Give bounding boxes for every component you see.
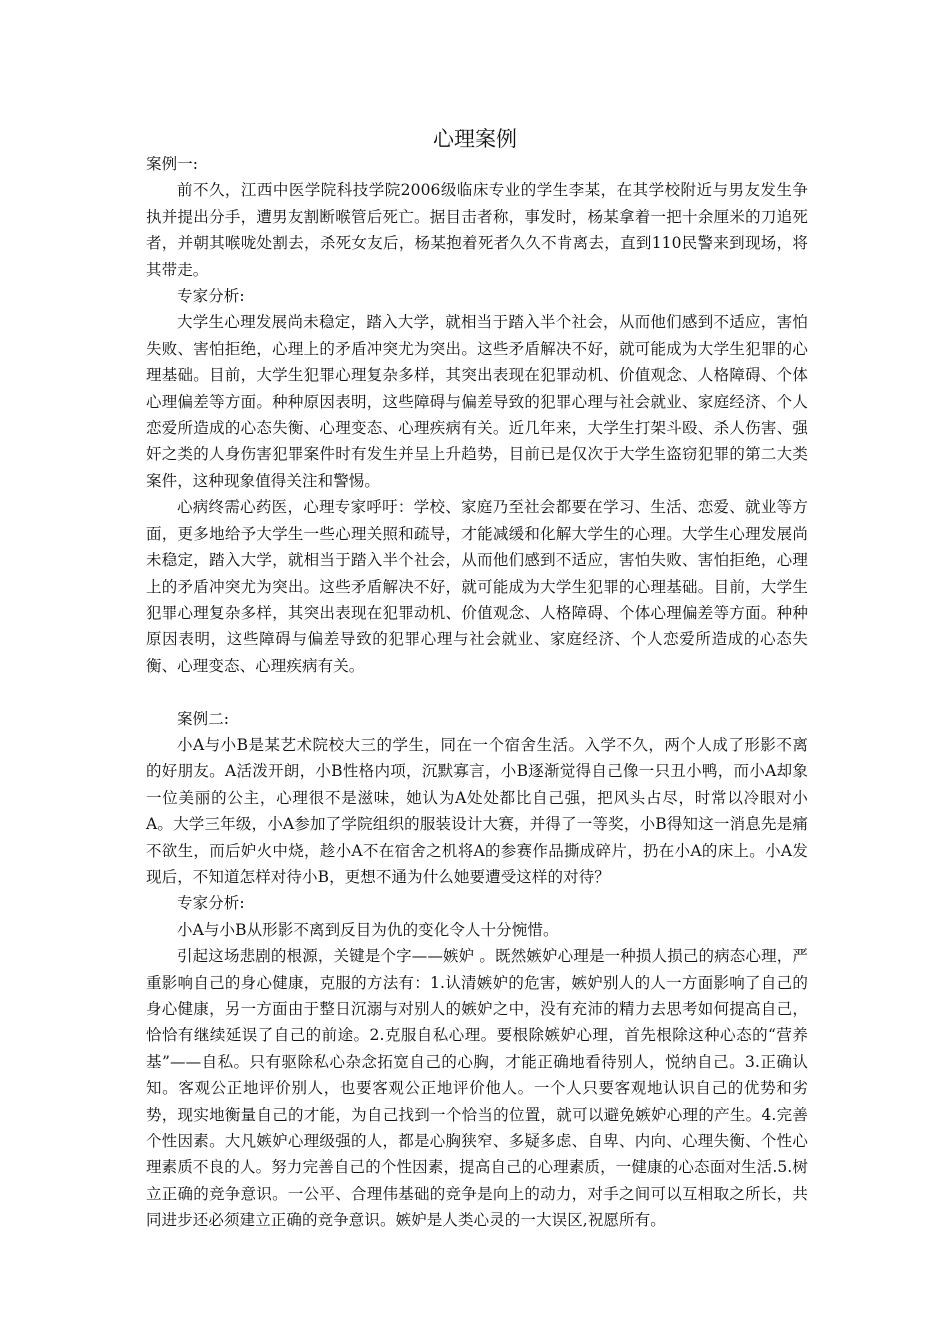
- case1-label: 案例一:: [146, 155, 199, 173]
- case2-analysis-label: 专家分析:: [177, 894, 245, 913]
- case2-story: 小A与小B是某艺术院校大三的学生，同在一个宿舍生活。入学不久，两个人成了形影不离的好朋友。A活泼开朗，小B性格内项，沉默寡言，小B逐渐觉得自己像一只丑小鸭，而小A却象一位美丽的公主，心理很不是滋味，她认为A处处都比自己强，把风头占尽，时常以冷眼对小A。大学三年级，小A参加了学院组织的服装设计大赛，并得了一等奖，小B得知这一消息先是痛不欲生，而后妒火中烧，趁小A不在宿舍之机将A的参赛作品撕成碎片，扔在小A的床上。小A发现后，不知道怎样对待小B，更想不通为什么她要遭受这样的对待？: [146, 735, 808, 886]
- case1-analysis-paragraph-2: 心病终需心药医，心理专家呼吁：学校、家庭乃至社会都要在学习、生活、恋爱、就业等方面，更多地给予大学生一些心理关照和疏导，才能减缓和化解大学生的心理。大学生心理发展尚未稳定，踏入大学，就相当于踏入半个社会，从而他们感到不适应，害怕失败、害怕拒绝，心理上的矛盾冲突尤为突出。这些矛盾解决不好，就可能成为大学生犯罪的心理基础。目前，大学生犯罪心理复杂多样，其突出表现在犯罪动机、价值观念、人格障碍、个体心理偏差等方面。种种原因表明，这些障碍与偏差导致的犯罪心理与社会就业、家庭经济、个人恋爱所造成的心态失衡、心理变态、心理疾病有关。: [146, 498, 808, 675]
- document-body: [146, 151, 808, 1234]
- page-title: 心理案例: [433, 127, 517, 151]
- case1-analysis-paragraph-1: 大学生心理发展尚未稳定，踏入大学，就相当于踏入半个社会，从而他们感到不适应，害怕失败、害怕拒绝，心理上的矛盾冲突尤为突出。这些矛盾解决不好，就可能成为大学生犯罪的心理基础。目前，大学生犯罪心理复杂多样，其突出表现在犯罪动机、价值观念、人格障碍、个体心理偏差等方面。种种原因表明，这些障碍与偏差导致的犯罪心理与社会就业、家庭经济、个人恋爱所造成的心态失衡、心理变态、心理疾病有关。近几年来，大学生打架斗殴、杀人伤害、强奸之类的人身伤害犯罪案件时有发生并呈上升趋势，目前已是仅次于大学生盗窃犯罪的第二大类案件，这种现象值得关注和警惕。: [146, 313, 808, 490]
- case2-analysis-paragraph-2: 引起这场悲剧的根源，关键是个字——嫉妒 。既然嫉妒心理是一种损人损己的病态心理，严重影响自己的身心健康，克服的方法有：1.认清嫉妒的危害，嫉妒别人的人一方面影响了自己的身心健康，另一方面由于整日沉溺与对别人的嫉妒之中，没有充沛的精力去思考如何提高自己，恰恰有继续延误了自己的前途。2.克服自私心理。要根除嫉妒心理，首先根除这种心态的“营养基”——自私。只有驱除私心杂念拓宽自己的心胸，才能正确地看待别人，悦纳自己。3.正确认知。客观公正地评价别人，也要客观公正地评价他人。一个人只要客观地认识自己的优势和劣势，现实地衡量自己的才能，为自己找到一个恰当的位置，就可以避免嫉妒心理的产生。4.完善个性因素。大凡嫉妒心理级强的人，都是心胸狭窄、多疑多虑、自卑、内向、心理失衡、个性心理素质不良的人。努力完善自己的个性因素，提高自己的心理素质，一健康的心态面对生活.5.树立正确的竞争意识。一公平、合理伟基础的竞争是向上的动力，对手之间可以互相取之所长，共同进步还必须建立正确的竞争意识。嫉妒是人类心灵的一大误区,祝愿所有。: [146, 947, 808, 1230]
- case2-analysis-paragraph-1: 小A与小B从形影不离到反目为仇的变化令人十分惋惜。: [177, 920, 559, 939]
- case2-label: 案例二:: [177, 709, 230, 728]
- case1-analysis-label: 专家分析:: [177, 287, 245, 306]
- paragraph-gap: [146, 679, 808, 705]
- case1-story: 前不久，江西中医学院科技学院2006级临床专业的学生李某，在其学校附近与男友发生争执并提出分手，遭男友割断喉管后死亡。据目击者称，事发时，杨某拿着一把十余厘米的刀追死者，并朝其喉咙处割去，杀死女友后，杨某抱着死者久久不肯离去，直到110民警来到现场，将其带走。: [146, 181, 808, 279]
